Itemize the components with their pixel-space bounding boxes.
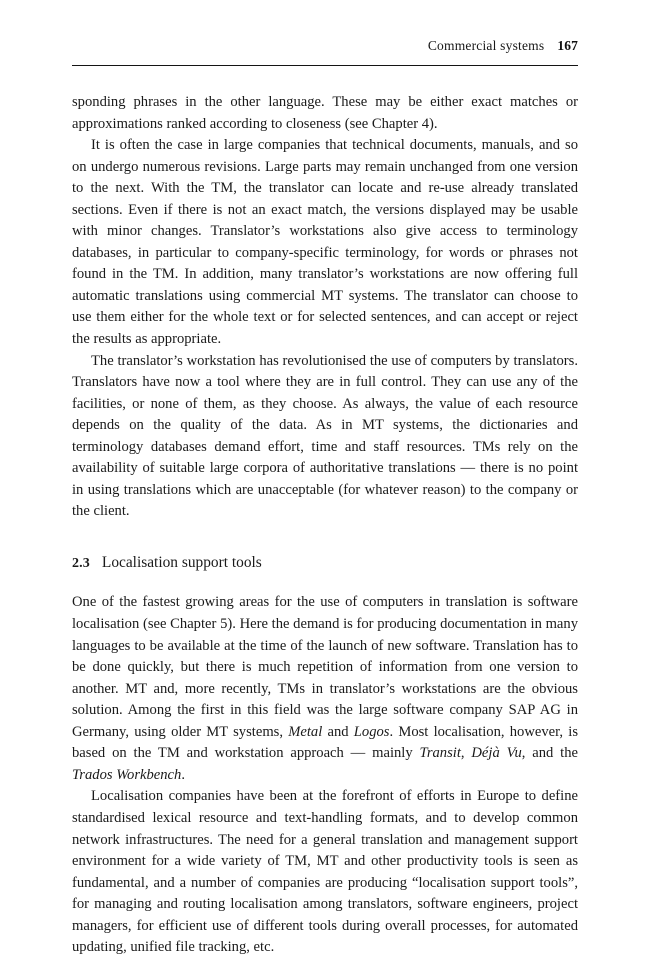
running-header <box>72 38 578 64</box>
paragraph-group-after-heading <box>72 592 578 954</box>
italic-term: Logos <box>353 723 390 740</box>
section-heading-block <box>72 552 578 575</box>
header-rule <box>72 65 578 66</box>
body-text-column <box>72 92 578 954</box>
italic-term: Déjà Vu <box>471 745 522 762</box>
paragraph: The translator’s workstation has revolutionised the use of computers by translators. Translators have now a tool where they are in full control. They can use any of the facilities, or none of them, as they choose. As always, the value of each resource depends on the quality of the data. As in MT systems, the dictionaries and terminology databases demand effort, time and staff resources. TMs rely on the availability of suitable large corpora of authoritative translations — there is no point in using translations which are unacceptable (for whatever reason) to the company or the client. <box>72 352 578 520</box>
section-title: Localisation support tools <box>101 553 262 571</box>
italic-term: Transit <box>419 745 461 762</box>
paragraph-group-before-heading <box>72 92 578 523</box>
section-heading <box>72 552 578 575</box>
paragraph-continued: sponding phrases in the other language. These may be either exact matches or approximations ranked according to closeness (see Chapter 4). <box>72 94 578 132</box>
paragraph: One of the fastest growing areas for the use of computers in translation is software localisation (see Chapter 5). Here the demand is for producing documentation in many languages to be available at the time of the launch of new software. Translation has to be done quickly, but there is much repetition of information from one version to another. MT and, more recently, TMs in translator’s workstations are the obvious solution. Among the first in this field was the large software company SAP AG in Germany, using older MT systems, Metal and Logos. Most localisation, however, is based on the TM and workstation approach — mainly Transit, Déjà Vu, and the Trados Workbench. <box>72 594 578 783</box>
paragraph: It is often the case in large companies that technical documents, manuals, and so on undergo numerous revisions. Large parts may remain unchanged from one version to the next. With the TM, the translator can locate and re-use already translated sections. Even if there is not an exact match, the versions displayed may be usable with minor changes. Translator’s workstations also give access to terminology databases, in particular to company-specific terminology, for words or phrases not found in the TM. In addition, many translator’s workstations are now offering full automatic translations using commercial MT systems. The translator can choose to use them either for the whole text or for selected sentences, and can accept or reject the results as appropriate. <box>72 137 578 348</box>
italic-term: Metal <box>288 723 323 740</box>
italic-term: Trados Workbench <box>72 766 182 783</box>
page-number: 167 <box>557 38 578 53</box>
section-number: 2.3 <box>72 555 90 571</box>
running-header-title: Commercial systems <box>427 38 545 53</box>
paragraph: Localisation companies have been at the forefront of efforts in Europe to define standardised lexical resource and text-handling formats, and to develop common network infrastructures. The need for a general translation and management support environment for a wide variety of TM, MT and other productivity tools is seen as fundamental, and a number of companies are producing “localisation support tools”, for managing and routing localisation among translators, software engineers, project managers, for efficient use of different tools during overall processes, for automated updating, unified file tracking, etc. <box>72 788 578 954</box>
